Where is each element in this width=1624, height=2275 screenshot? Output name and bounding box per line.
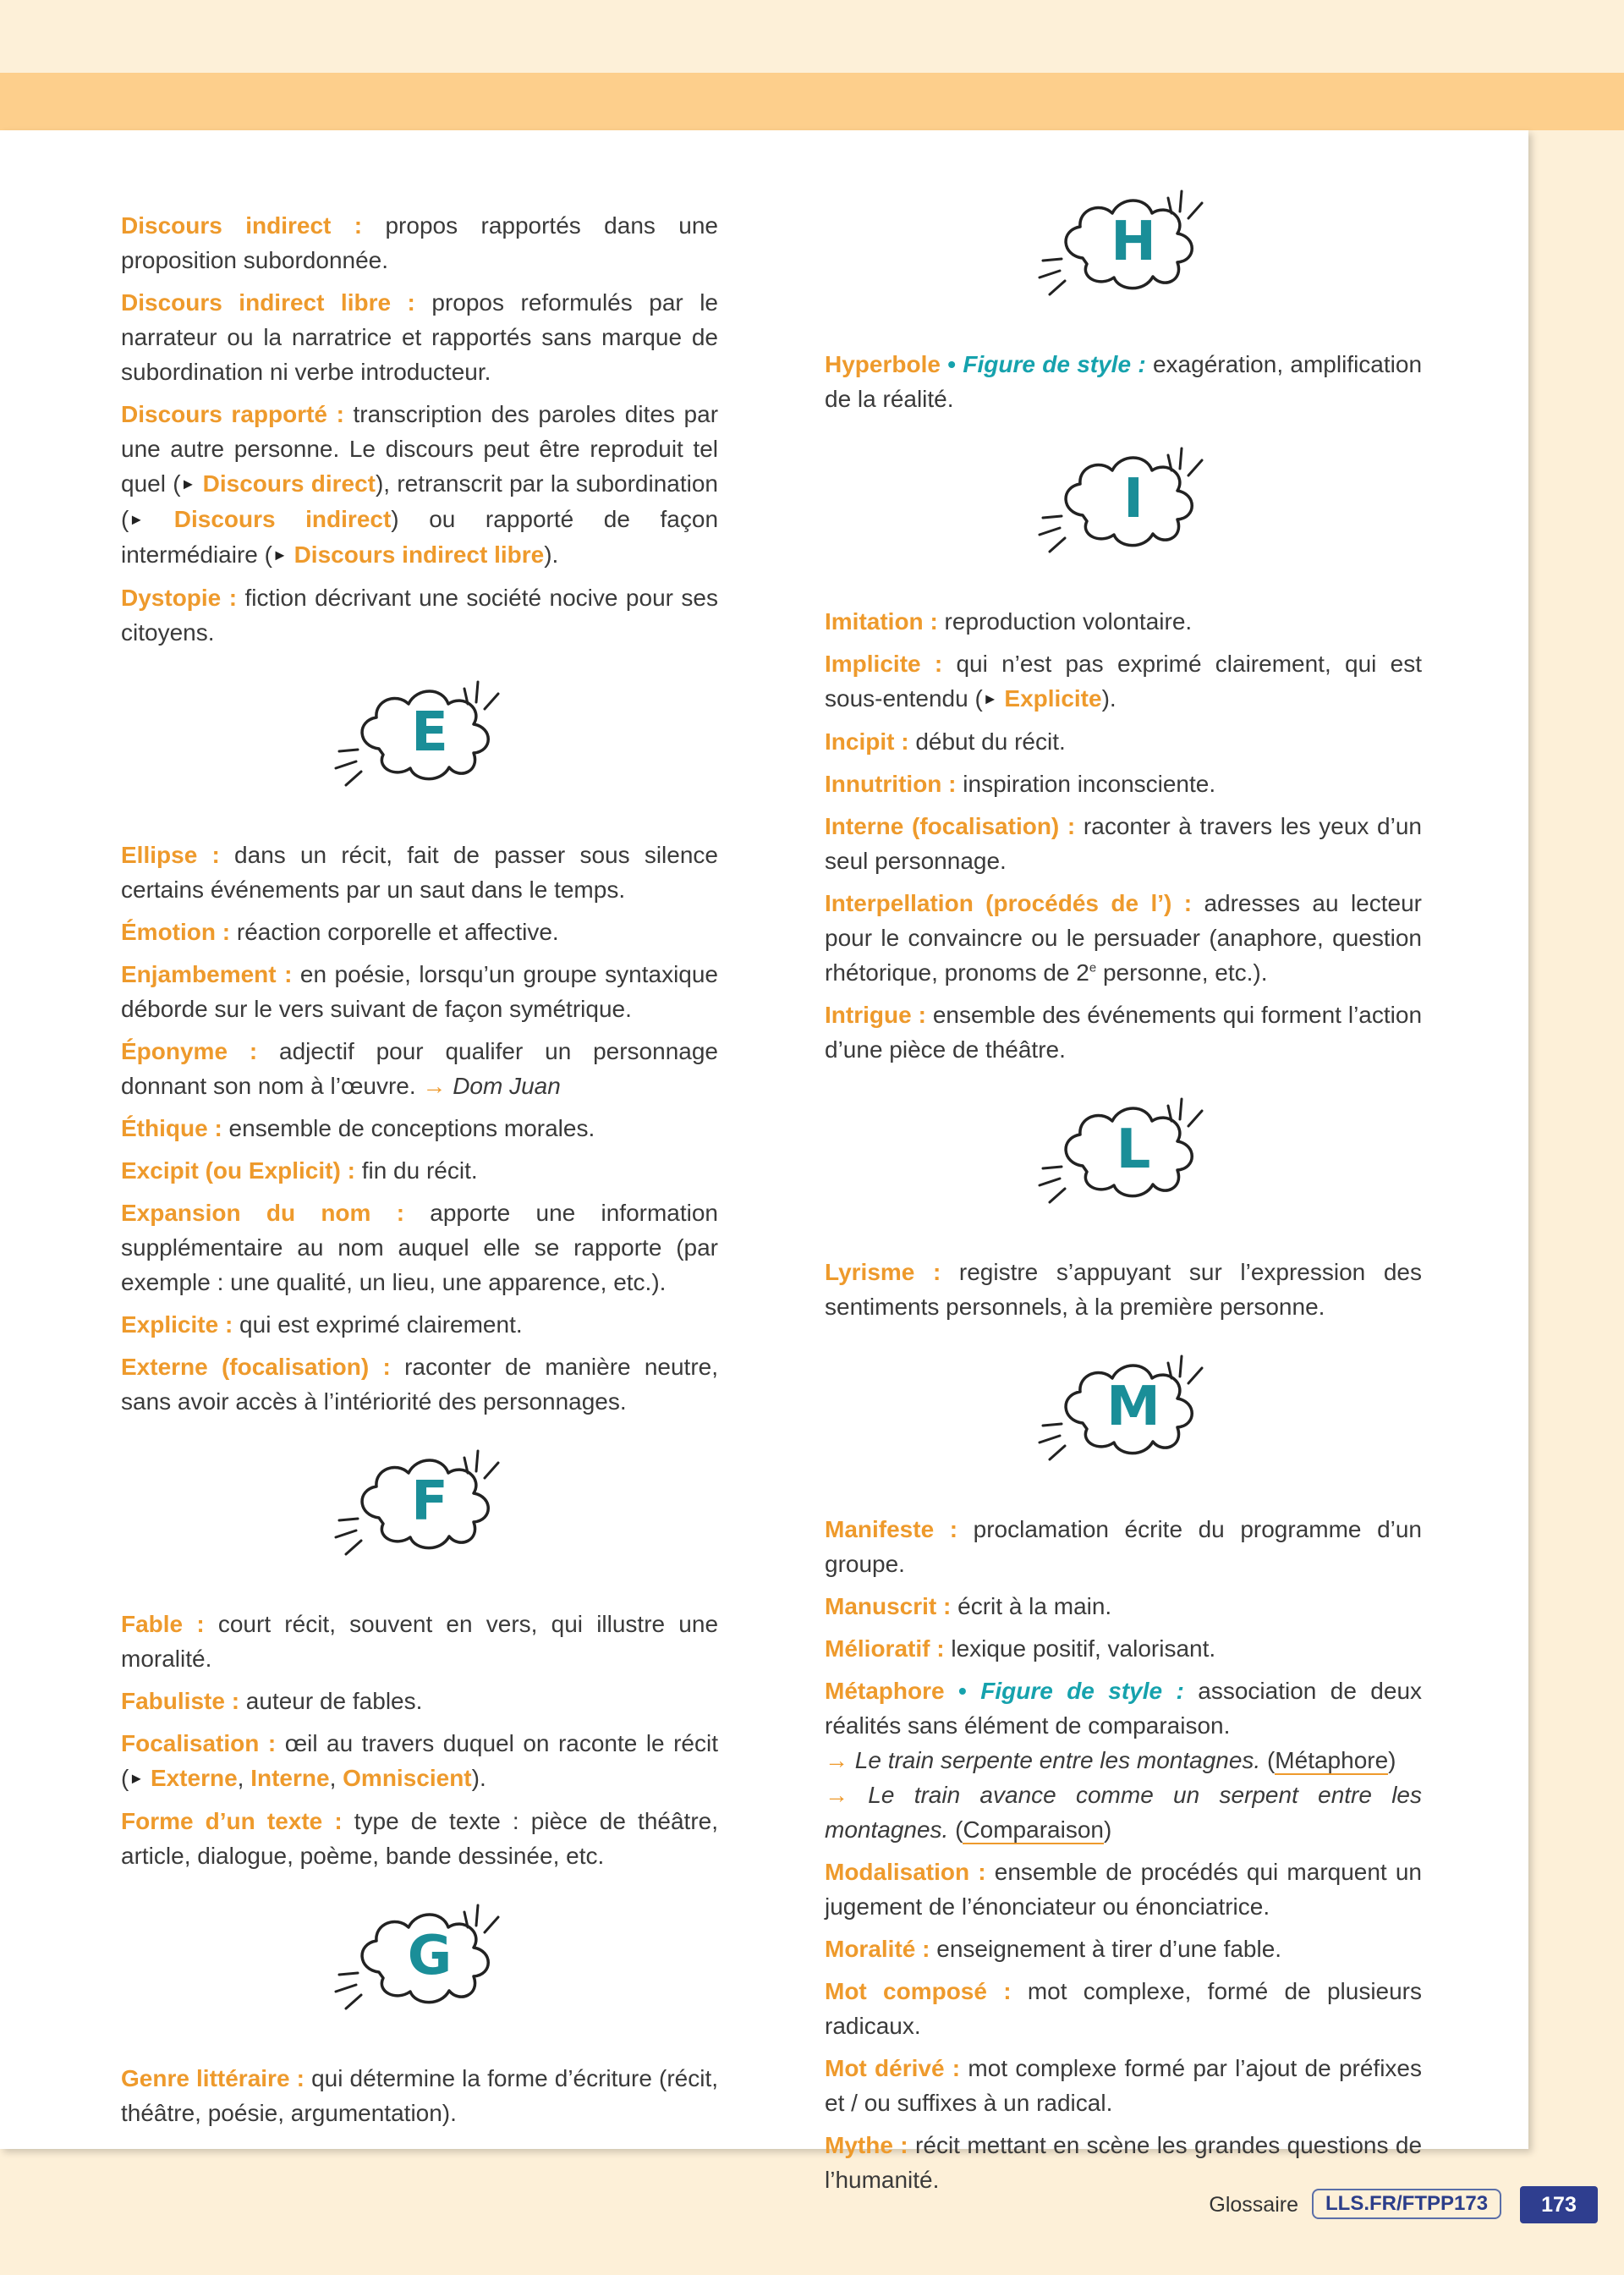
- definition: raconter à travers les yeux d’un seul personnage.: [825, 813, 1422, 874]
- definition: ), retranscrit par la subordination (: [121, 470, 719, 532]
- definition: inspiration inconsciente.: [963, 771, 1216, 797]
- footer-section-label: Glossaire: [1209, 2193, 1298, 2217]
- entry-mot-derive: [825, 2051, 1422, 2120]
- definition: auteur de fables.: [245, 1688, 423, 1714]
- entry-genre-litteraire: [121, 2061, 718, 2130]
- term: Excipit (ou Explicit) :: [121, 1157, 355, 1184]
- definition: qui n’est pas exprimé clairement, qui est sous-entendu (: [825, 651, 1422, 712]
- example: Le train serpente entre les montagnes.: [854, 1747, 1261, 1773]
- definition: court récit, souvent en vers, qui illustre une moralité.: [121, 1611, 719, 1672]
- triangle-icon: ►: [272, 547, 288, 563]
- definition: exagération, amplification de la réalité.: [825, 351, 1423, 412]
- letter-heading-m: [825, 1343, 1422, 1495]
- definition: en poésie, lorsqu’un groupe syntaxique déborde sur le vers suivant de façon symétrique.: [121, 961, 719, 1022]
- definition: fiction décrivant une société nocive pour ses citoyens.: [121, 585, 718, 646]
- cross-reference-link[interactable]: Discours direct: [202, 470, 376, 497]
- term: Intrigue :: [825, 1002, 926, 1028]
- section-letter: F: [411, 1470, 448, 1533]
- entry-ellipse: [121, 838, 718, 907]
- term: Discours indirect libre :: [121, 289, 415, 316]
- term: Mot dérivé :: [825, 2055, 961, 2081]
- figure-de-style-tag: Figure de style :: [963, 351, 1146, 377]
- top-color-band: [0, 73, 1624, 130]
- term: Mot composé :: [825, 1978, 1012, 2004]
- glossary-column-left: [121, 208, 718, 2138]
- term: Fable :: [121, 1611, 205, 1637]
- definition: association de deux réalités sans élément de comparaison.: [825, 1678, 1423, 1739]
- cross-reference-link[interactable]: Explicite: [1004, 685, 1102, 712]
- example-label: Métaphore: [1275, 1747, 1389, 1773]
- arrow-icon: →: [422, 1073, 447, 1099]
- section-letter: I: [1123, 468, 1144, 530]
- cross-reference-link[interactable]: Omniscient: [343, 1765, 472, 1791]
- term: Moralité :: [825, 1936, 930, 1962]
- term: Mélioratif :: [825, 1635, 945, 1662]
- bullet-separator: •: [947, 351, 957, 377]
- letter-heading-h: [825, 178, 1422, 330]
- entry-manifeste: [825, 1512, 1422, 1581]
- definition: propos reformulés par le narrateur ou la narratrice et rapportés sans marque de subordination ni verbe introducteur.: [121, 289, 719, 385]
- definition: adjectif pour qualifer un personnage donnant son nom à l’œuvre.: [121, 1038, 718, 1099]
- cross-reference-link[interactable]: Externe: [150, 1765, 238, 1791]
- section-letter: L: [1116, 1118, 1151, 1181]
- cross-reference-link[interactable]: Interne: [250, 1765, 330, 1791]
- section-letter: E: [411, 701, 448, 764]
- definition: œil au travers duquel on raconte le récit (: [121, 1730, 719, 1791]
- term: Discours indirect :: [121, 212, 363, 239]
- term: Mythe :: [825, 2132, 908, 2158]
- example: Le train avance comme un serpent entre les montagnes.: [825, 1782, 1422, 1843]
- entry-discours-indirect: [121, 208, 718, 278]
- definition: ) ou rapporté de façon intermédiaire (: [121, 506, 719, 568]
- entry-interpellation: [825, 886, 1422, 990]
- term: Implicite :: [825, 651, 943, 677]
- term: Hyperbole: [825, 351, 941, 377]
- bullet-separator: •: [958, 1678, 967, 1704]
- term: Focalisation :: [121, 1730, 277, 1756]
- definition: écrit à la main.: [957, 1593, 1112, 1619]
- term: Fabuliste :: [121, 1688, 240, 1714]
- definition: ensemble de procédés qui marquent un jugement de l’énonciateur ou énonciatrice.: [825, 1859, 1423, 1920]
- triangle-icon: ►: [982, 690, 998, 707]
- entry-melioratif: [825, 1631, 1422, 1666]
- entry-explicite: [121, 1307, 718, 1342]
- entry-moralite: [825, 1932, 1422, 1966]
- letter-heading-l: [825, 1085, 1422, 1238]
- term: Externe (focalisation) :: [121, 1354, 391, 1380]
- section-letter: H: [1111, 211, 1156, 273]
- entry-externe: [121, 1349, 718, 1419]
- entry-fabuliste: [121, 1684, 718, 1718]
- entry-fable: [121, 1607, 718, 1676]
- term: Imitation :: [825, 608, 938, 635]
- term: Métaphore: [825, 1678, 945, 1704]
- term: Manifeste :: [825, 1516, 958, 1542]
- definition: propos rapportés dans une proposition subordonnée.: [121, 212, 719, 273]
- entry-metaphore: Métaphore • Figure de style : association de deux réalités sans élément de comparaison. → Le train serpente entre les montagnes. (Métaphore) → Le train avance comme un serpent entre les montagnes. (Comparaison): [825, 1678, 1423, 1843]
- definition: récit mettant en scène les grandes questions de l’humanité.: [825, 2132, 1423, 2193]
- entry-discours-indirect-libre: [121, 285, 718, 389]
- entry-eponyme: [121, 1034, 718, 1103]
- definition: fin du récit.: [361, 1157, 478, 1184]
- definition: proclamation écrite du programme d’un groupe.: [825, 1516, 1423, 1577]
- term: Innutrition :: [825, 771, 957, 797]
- definition: réaction corporelle et affective.: [236, 919, 559, 945]
- term: Éthique :: [121, 1115, 222, 1141]
- triangle-icon: ►: [180, 475, 196, 492]
- example: Dom Juan: [453, 1073, 561, 1099]
- definition: ).: [1101, 685, 1116, 712]
- definition: raconter de manière neutre, sans avoir accès à l’intériorité des personnages.: [121, 1354, 719, 1415]
- term: Émotion :: [121, 919, 231, 945]
- term: Ellipse :: [121, 842, 220, 868]
- entry-excipit: [121, 1153, 718, 1188]
- glossary-column-right: [825, 169, 1422, 2205]
- entry-innutrition: [825, 767, 1422, 801]
- arrow-icon: →: [825, 1747, 848, 1773]
- definition: reproduction volontaire.: [944, 608, 1193, 635]
- definition: transcription des paroles dites par une autre personne. Le discours peut être reproduit tel quel (: [121, 401, 719, 497]
- term: Éponyme :: [121, 1038, 258, 1064]
- entry-lyrisme: [825, 1255, 1422, 1324]
- definition: lexique positif, valorisant.: [951, 1635, 1216, 1662]
- term: Manuscrit :: [825, 1593, 952, 1619]
- definition: dans un récit, fait de passer sous silence certains événements par un saut dans le temps.: [121, 842, 718, 903]
- arrow-icon: →: [825, 1782, 848, 1808]
- term: Interpellation (procédés de l’) :: [825, 890, 1193, 916]
- definition: adresses au lecteur pour le convaincre ou le persuader (anaphore, question rhétorique, pronoms de 2: [825, 890, 1423, 986]
- entry-incipit: [825, 724, 1422, 759]
- letter-heading-e: [121, 668, 718, 821]
- letter-heading-i: [825, 435, 1422, 587]
- entry-imitation: [825, 604, 1422, 639]
- figure-de-style-tag: Figure de style :: [980, 1678, 1184, 1704]
- cross-reference-link[interactable]: Discours indirect: [173, 506, 392, 532]
- separator: ,: [329, 1765, 343, 1791]
- page-number: 173: [1520, 2186, 1598, 2223]
- letter-heading-f: [121, 1437, 718, 1590]
- term: Discours rapporté :: [121, 401, 344, 427]
- entry-implicite: [825, 646, 1422, 717]
- entry-discours-rapporte: [121, 397, 718, 573]
- entry-mot-compose: [825, 1974, 1422, 2043]
- definition: qui détermine la forme d’écriture (récit, théâtre, poésie, argumentation).: [121, 2065, 719, 2126]
- entry-forme-texte: [121, 1804, 718, 1873]
- term: Explicite :: [121, 1311, 233, 1338]
- entry-interne: [825, 809, 1422, 878]
- definition: début du récit.: [915, 728, 1066, 755]
- example-label: Comparaison: [963, 1816, 1104, 1843]
- definition: apporte une information supplémentaire au nom auquel elle se rapporte (par exemple : une qualité, un lieu, une apparence, etc.).: [121, 1200, 718, 1295]
- definition: enseignement à tirer d’une fable.: [936, 1936, 1282, 1962]
- triangle-icon: ►: [129, 1770, 145, 1787]
- term: Forme d’un texte :: [121, 1808, 343, 1834]
- superscript: e: [1089, 960, 1097, 975]
- entry-mythe: [825, 2128, 1422, 2197]
- entry-ethique: [121, 1111, 718, 1146]
- definition: mot complexe, formé de plusieurs radicaux.: [825, 1978, 1423, 2039]
- entry-manuscrit: [825, 1589, 1422, 1624]
- entry-emotion: [121, 915, 718, 949]
- cross-reference-link[interactable]: Discours indirect libre: [294, 541, 545, 568]
- term: Genre littéraire :: [121, 2065, 304, 2091]
- definition: ensemble des événements qui forment l’action d’une pièce de théâtre.: [825, 1002, 1423, 1063]
- term: Incipit :: [825, 728, 909, 755]
- definition: registre s’appuyant sur l’expression des sentiments personnels, à la première personne.: [825, 1259, 1422, 1320]
- term: Modalisation :: [825, 1859, 986, 1885]
- entry-expansion-du-nom: [121, 1195, 718, 1300]
- term: Expansion du nom :: [121, 1200, 405, 1226]
- definition: mot complexe formé par l’ajout de préfixes et / ou suffixes à un radical.: [825, 2055, 1422, 2116]
- definition: type de texte : pièce de théâtre, article, dialogue, poème, bande dessinée, etc.: [121, 1808, 718, 1869]
- definition: ).: [471, 1765, 486, 1791]
- entry-intrigue: [825, 997, 1422, 1067]
- footer-resource-link[interactable]: LLS.FR/FTPP173: [1312, 2189, 1501, 2219]
- entry-dystopie: [121, 580, 718, 650]
- section-letter: M: [1106, 1376, 1160, 1438]
- definition: ).: [544, 541, 559, 568]
- term: Lyrisme :: [825, 1259, 941, 1285]
- triangle-icon: ►: [129, 511, 145, 528]
- section-letter: G: [407, 1925, 453, 1987]
- term: Interne (focalisation) :: [825, 813, 1076, 839]
- definition: personne, etc.).: [1096, 959, 1268, 986]
- entry-enjambement: [121, 957, 718, 1026]
- entry-modalisation: [825, 1855, 1422, 1924]
- definition: ensemble de conceptions morales.: [228, 1115, 595, 1141]
- entry-hyperbole: [825, 347, 1422, 416]
- definition: qui est exprimé clairement.: [239, 1311, 523, 1338]
- separator: ,: [237, 1765, 251, 1791]
- term: Enjambement :: [121, 961, 293, 987]
- term: Dystopie :: [121, 585, 238, 611]
- entry-focalisation: [121, 1726, 718, 1796]
- letter-heading-g: [121, 1892, 718, 2044]
